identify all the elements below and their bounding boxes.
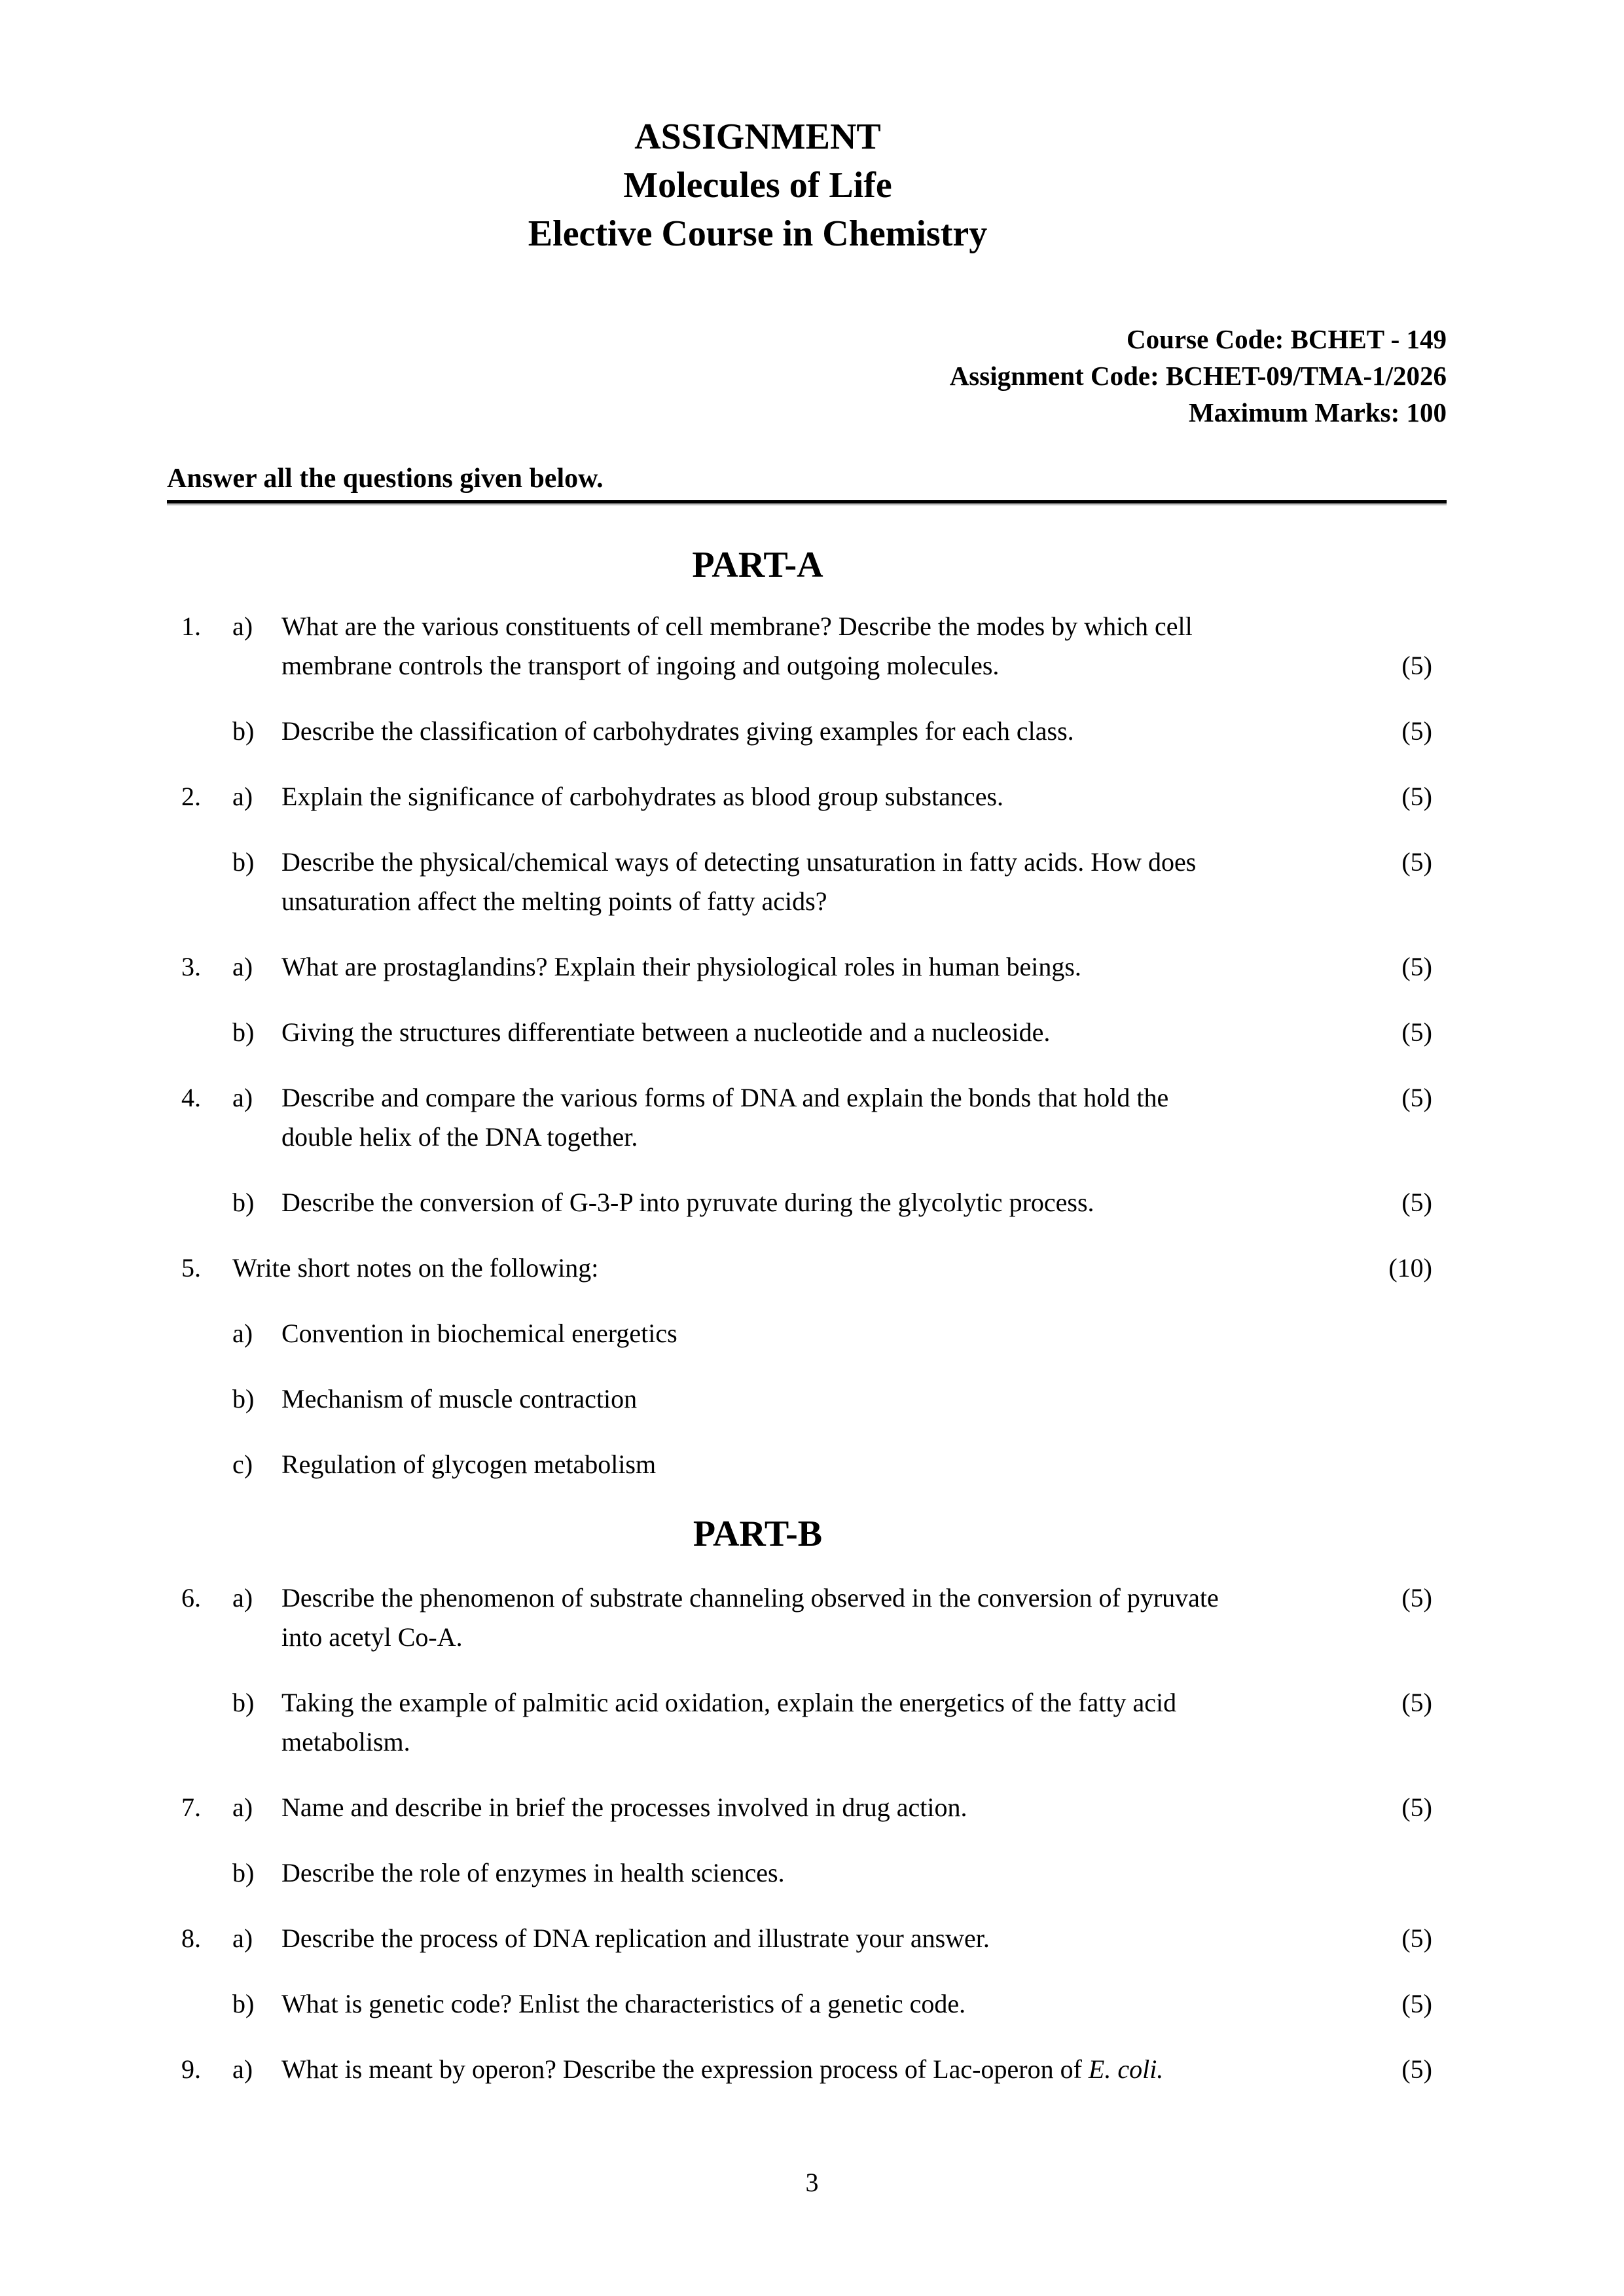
question-text: Describe the phenomenon of substrate channeling observed in the conversion of pyruvate into acetyl Co-A. <box>281 1583 1219 1652</box>
assignment-code: Assignment Code: BCHET-09/TMA-1/2026 <box>949 361 1447 391</box>
question-text: Regulation of glycogen metabolism <box>281 1449 657 1479</box>
question-row-1b <box>167 712 1447 751</box>
question-text: Convention in biochemical energetics <box>281 1319 677 1348</box>
question-marks: (5) <box>1401 1188 1432 1217</box>
question-row-6b <box>167 1683 1447 1762</box>
question-letter: b) <box>232 1858 255 1887</box>
question-text: Describe the classification of carbohydrates giving examples for each class. <box>281 716 1074 746</box>
question-marks: (5) <box>1401 1017 1432 1047</box>
question-row-3b <box>167 1013 1447 1052</box>
question-letter: a) <box>232 1793 253 1822</box>
question-letter: a) <box>232 952 253 981</box>
question-row-5c <box>167 1445 1447 1484</box>
question-letter: b) <box>232 847 255 877</box>
question-text: Mechanism of muscle contraction <box>281 1384 638 1413</box>
question-marks: (5) <box>1401 1923 1432 1953</box>
document-title-block <box>167 0 1348 258</box>
question-letter: b) <box>232 1384 255 1413</box>
question-letter: a) <box>232 2054 253 2084</box>
question-row-4b <box>167 1183 1447 1222</box>
instruction-line: Answer all the questions given below. <box>167 462 1447 503</box>
question-number: 2. <box>181 782 201 811</box>
question-row-2b <box>167 843 1447 921</box>
question-row-3a <box>167 947 1447 987</box>
question-text: What are the various constituents of cell membrane? Describe the modes by which cell membrane controls the transport of ingoing and outgoing molecules. <box>281 611 1193 680</box>
question-number: 8. <box>181 1923 201 1953</box>
question-marks: (5) <box>1401 1989 1432 2018</box>
question-marks: (5) <box>1401 1583 1432 1613</box>
course-code: Course Code: BCHET - 149 <box>1127 324 1447 354</box>
page-number: 3 <box>805 2168 819 2197</box>
question-letter: b) <box>232 1188 255 1217</box>
question-row-9a <box>167 2050 1447 2089</box>
question-letter: b) <box>232 1017 255 1047</box>
question-letter: b) <box>232 1688 255 1717</box>
question-marks: (5) <box>1401 2054 1432 2084</box>
question-marks: (5) <box>1401 782 1432 811</box>
question-marks: (5) <box>1401 651 1432 680</box>
question-letter: a) <box>232 611 253 641</box>
question-row-5a <box>167 1314 1447 1353</box>
question-number: 3. <box>181 952 201 981</box>
question-text: Describe the conversion of G-3-P into pyruvate during the glycolytic process. <box>281 1188 1094 1217</box>
question-number: 1. <box>181 611 201 641</box>
part-a-heading: PART-A <box>692 545 823 585</box>
question-row-1a <box>167 607 1447 685</box>
question-text: Name and describe in brief the processes involved in drug action. <box>281 1793 967 1822</box>
question-row-2a <box>167 777 1447 816</box>
question-row-8b <box>167 1984 1447 2024</box>
question-marks: (5) <box>1401 1793 1432 1822</box>
question-letter: a) <box>232 1083 253 1112</box>
course-meta-block <box>167 321 1447 431</box>
question-text <box>281 2050 1348 2089</box>
question-letter: b) <box>232 1989 255 2018</box>
question-text: Write short notes on the following: <box>232 1253 599 1283</box>
question-text: Giving the structures differentiate between a nucleotide and a nucleoside. <box>281 1017 1051 1047</box>
question-marks: (5) <box>1401 952 1432 981</box>
title-course-name: Molecules of Life <box>623 165 892 206</box>
maximum-marks: Maximum Marks: 100 <box>1188 397 1447 428</box>
question-number: 7. <box>181 1793 201 1822</box>
question-row-7b <box>167 1853 1447 1893</box>
question-row-7a <box>167 1788 1447 1827</box>
question-text: Describe the process of DNA replication and illustrate your answer. <box>281 1923 990 1953</box>
question-row-8a <box>167 1919 1447 1958</box>
question-letter: a) <box>232 1923 253 1953</box>
question-text: Taking the example of palmitic acid oxidation, explain the energetics of the fatty acid metabolism. <box>281 1688 1177 1757</box>
question-row-4a <box>167 1078 1447 1157</box>
question-text-main: What is meant by operon? Describe the expression process of Lac-operon of <box>281 2054 1089 2084</box>
question-text: What is genetic code? Enlist the characteristics of a genetic code. <box>281 1989 966 2018</box>
part-b-heading: PART-B <box>693 1514 823 1554</box>
question-text: What are prostaglandins? Explain their physiological roles in human beings. <box>281 952 1081 981</box>
question-letter: c) <box>232 1449 253 1479</box>
question-letter: a) <box>232 1583 253 1613</box>
question-number: 5. <box>181 1253 201 1283</box>
question-number: 9. <box>181 2054 201 2084</box>
question-letter: a) <box>232 782 253 811</box>
question-text: Explain the significance of carbohydrates as blood group substances. <box>281 782 1004 811</box>
question-marks: (5) <box>1401 1688 1432 1717</box>
question-row-6a <box>167 1578 1447 1657</box>
question-text: Describe the physical/chemical ways of detecting unsaturation in fatty acids. How does unsaturation affect the melting points of fatty acids? <box>281 847 1197 916</box>
title-assignment: ASSIGNMENT <box>634 117 881 157</box>
question-row-5 <box>167 1248 1447 1288</box>
question-letter: a) <box>232 1319 253 1348</box>
question-number: 6. <box>181 1583 201 1613</box>
question-marks: (10) <box>1388 1253 1432 1283</box>
question-marks: (5) <box>1401 847 1432 877</box>
title-course-type: Elective Course in Chemistry <box>528 213 988 254</box>
document-content <box>167 0 1447 2089</box>
question-text: Describe the role of enzymes in health sciences. <box>281 1858 785 1887</box>
question-text: Describe and compare the various forms of DNA and explain the bonds that hold the double helix of the DNA together. <box>281 1083 1169 1152</box>
question-number: 4. <box>181 1083 201 1112</box>
species-name-italic: E. coli. <box>1088 2054 1164 2084</box>
question-marks: (5) <box>1401 1083 1432 1112</box>
question-letter: b) <box>232 716 255 746</box>
question-row-5b <box>167 1379 1447 1419</box>
question-marks: (5) <box>1401 716 1432 746</box>
